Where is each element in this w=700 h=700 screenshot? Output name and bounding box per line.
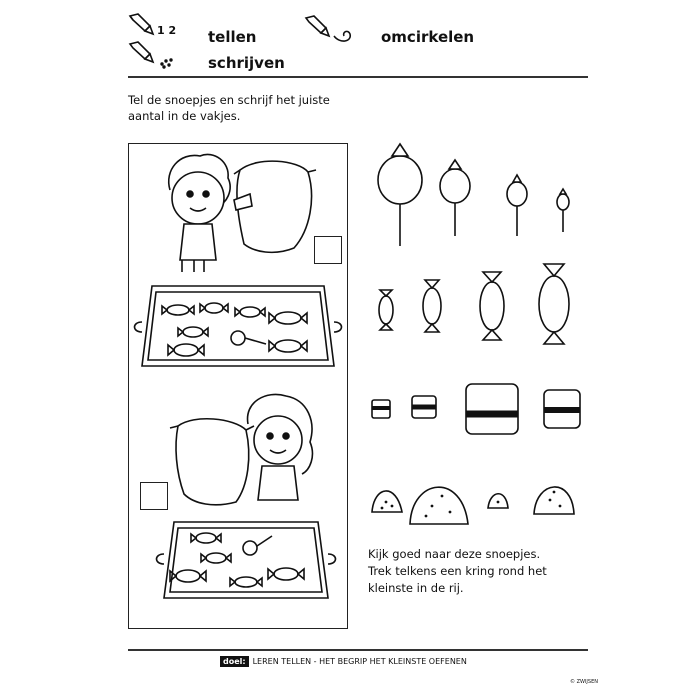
lollipop-medium	[440, 160, 470, 236]
boy-illustration	[158, 148, 328, 278]
lollipop-large	[378, 144, 422, 246]
copyright: © ZWIJSEN	[570, 679, 598, 685]
header-divider	[128, 76, 588, 78]
header-count-word: tellen	[208, 28, 257, 46]
tray-1	[138, 282, 338, 372]
instruction-bottom: Kijk goed naar deze snoepjes. Trek telkens een kring rond het kleinste in de rij.	[368, 547, 547, 595]
instruction-top: Tel de snoepjes en schrijf het juiste aantal in de vakjes.	[128, 93, 330, 123]
allsort-large	[466, 384, 518, 434]
wrapped-candy-largest	[539, 264, 569, 344]
allsort-small	[372, 400, 390, 418]
wrapped-candy-small	[379, 290, 393, 330]
pencil-count-icon	[128, 12, 158, 38]
row-sugar-mounds	[368, 466, 588, 530]
footer-tag: doel:	[220, 656, 249, 667]
allsort-medium	[412, 396, 436, 418]
allsort-larger	[544, 390, 580, 428]
answer-box-1[interactable]	[314, 236, 342, 264]
wrapped-candy-medium	[423, 280, 441, 332]
header-write-word: schrijven	[208, 54, 285, 72]
row-wrapped-candies	[368, 260, 588, 350]
pencil-circle-icon	[304, 14, 356, 44]
count-numbers: 1 2	[157, 24, 177, 37]
answer-box-2[interactable]	[140, 482, 168, 510]
header-circle-word: omcirkelen	[381, 28, 475, 46]
lollipop-small	[507, 175, 527, 236]
lollipop-smallest	[557, 189, 569, 232]
wrapped-candy-large	[480, 272, 504, 340]
row-lollipops	[360, 140, 590, 250]
pencil-write-icon	[128, 40, 174, 70]
footer-goal-text: LEREN TELLEN - HET BEGRIP HET KLEINSTE OEFENEN	[252, 656, 467, 666]
footer	[220, 654, 467, 668]
row-allsorts	[368, 380, 588, 442]
footer-divider	[128, 649, 588, 651]
tray-2	[160, 518, 332, 604]
mound-large	[410, 487, 468, 524]
girl-illustration	[170, 386, 330, 516]
